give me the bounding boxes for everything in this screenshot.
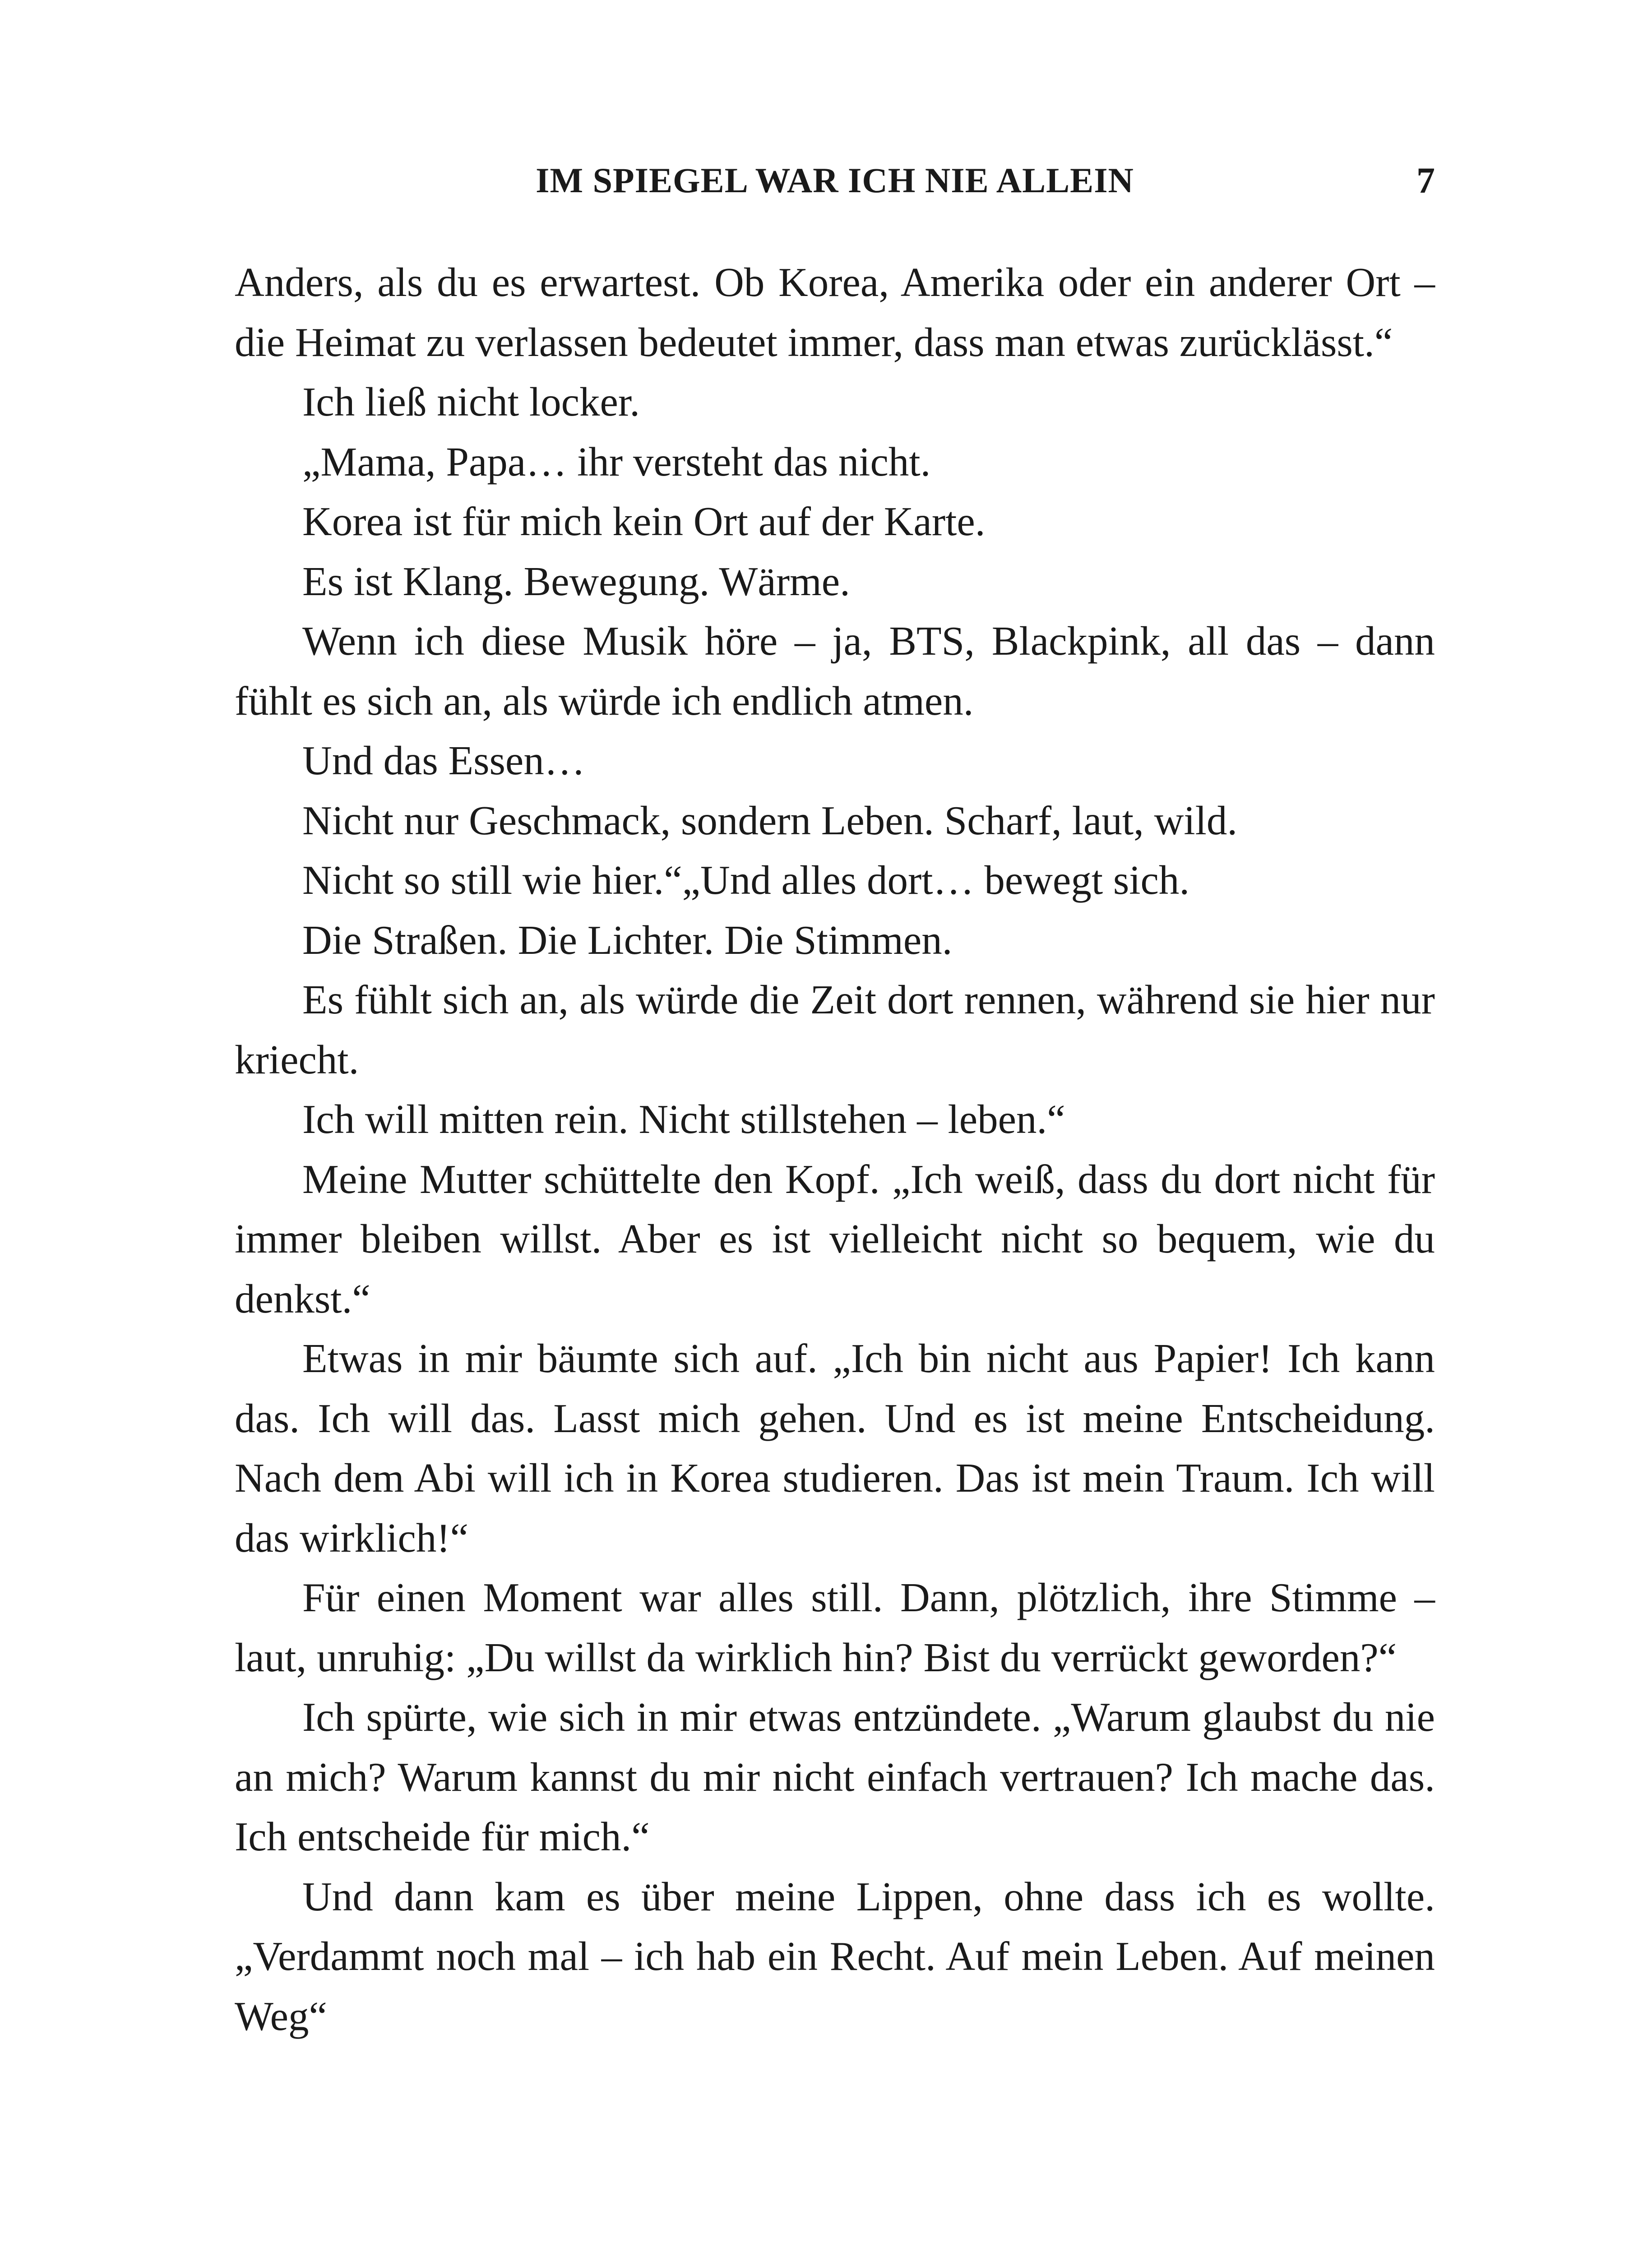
paragraph: Und dann kam es über meine Lippen, ohne dass ich es wollte. „Verdammt noch mal – ich hab ein Recht. Auf mein Leben. Auf meinen Weg“	[235, 1873, 1435, 2039]
paragraph: Für einen Moment war alles still. Dann, plötzlich, ihre Stimme – laut, unruhig: „Du willst da wirklich hin? Bist du verrückt geworden?“	[235, 1575, 1435, 1680]
paragraph: Es fühlt sich an, als würde die Zeit dort rennen, während sie hier nur kriecht.	[235, 977, 1435, 1082]
running-header	[235, 156, 1435, 205]
paragraph: Etwas in mir bäumte sich auf. „Ich bin nicht aus Papier! Ich kann das. Ich will das. Lasst mich gehen. Und es ist meine Entscheidung. Nach dem Abi will ich in Korea studieren. Das ist mein Traum. Ich will das wirklich!“	[235, 1336, 1435, 1561]
paragraph: „Mama, Papa… ihr versteht das nicht.	[302, 439, 931, 485]
paragraph: Ich ließ nicht locker.	[302, 379, 640, 425]
running-title: IM SPIEGEL WAR ICH NIE ALLEIN	[536, 161, 1134, 200]
paragraph: Meine Mutter schüttelte den Kopf. „Ich weiß, dass du dort nicht für immer bleiben willst. Aber es ist vielleicht nicht so bequem, wie du denkst.“	[235, 1156, 1435, 1322]
paragraph: Und das Essen…	[302, 738, 585, 783]
page-number: 7	[1416, 160, 1435, 201]
paragraph: Wenn ich diese Musik höre – ja, BTS, Blackpink, all das – dann fühlt es sich an, als würde ich endlich atmen.	[235, 618, 1435, 724]
paragraph: Es ist Klang. Bewegung. Wärme.	[302, 558, 850, 604]
paragraph: Korea ist für mich kein Ort auf der Karte.	[302, 499, 986, 544]
paragraph: Nicht so still wie hier.“„Und alles dort… bewegt sich.	[302, 857, 1190, 903]
paragraph: Ich will mitten rein. Nicht stillstehen – leben.“	[302, 1096, 1065, 1142]
body-text	[235, 253, 1435, 2046]
paragraph: Anders, als du es erwartest. Ob Korea, Amerika oder ein anderer Ort – die Heimat zu verlassen bedeutet immer, dass man etwas zurücklässt.“	[235, 259, 1435, 365]
paragraph: Nicht nur Geschmack, sondern Leben. Scharf, laut, wild.	[302, 797, 1238, 843]
paragraph: Die Straßen. Die Lichter. Die Stimmen.	[302, 917, 953, 963]
paragraph: Ich spürte, wie sich in mir etwas entzündete. „Warum glaubst du nie an mich? Warum kannst du mir nicht einfach vertrauen? Ich mache das. Ich entscheide für mich.“	[235, 1694, 1435, 1859]
